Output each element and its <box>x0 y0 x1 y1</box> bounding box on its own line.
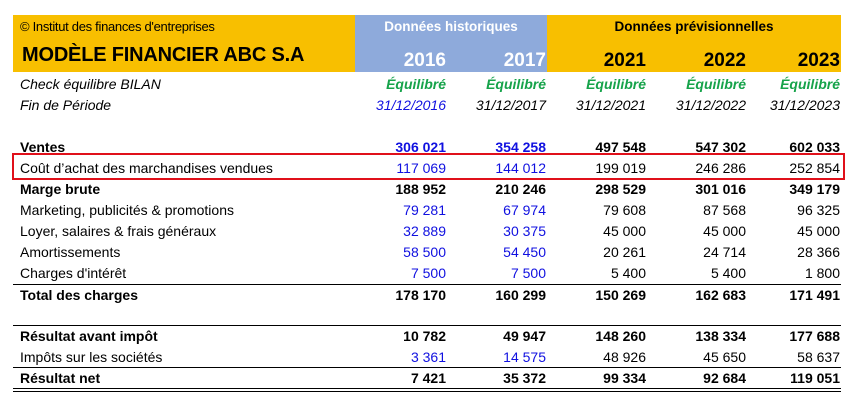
cell[interactable]: 31/12/2016 <box>375 97 446 113</box>
row-label: Résultat avant impôt <box>20 328 158 344</box>
cell[interactable]: 49 947 <box>503 328 546 344</box>
cell[interactable]: 45 000 <box>797 223 840 239</box>
cell[interactable]: 28 366 <box>797 244 840 260</box>
row-label: Amortissements <box>20 244 121 260</box>
model-title: MODÈLE FINANCIER ABC S.A <box>22 44 305 66</box>
cell[interactable]: 67 974 <box>503 202 546 218</box>
cell[interactable]: 7 500 <box>410 265 446 281</box>
table-row-marge-brute <box>13 179 841 200</box>
row-label: Check équilibre BILAN <box>20 76 161 92</box>
cell[interactable]: Équilibré <box>686 76 746 92</box>
cell[interactable]: 35 372 <box>503 370 546 386</box>
highlight-box <box>12 153 845 180</box>
cell[interactable]: 138 334 <box>695 328 746 344</box>
cell[interactable]: 5 400 <box>710 265 746 281</box>
double-underline-bottom <box>13 391 841 392</box>
cell[interactable]: 119 051 <box>790 370 840 386</box>
cell[interactable]: 79 608 <box>603 202 646 218</box>
cell[interactable]: 306 021 <box>395 139 446 155</box>
cell[interactable]: 246 286 <box>695 160 746 176</box>
row-label: Résultat net <box>20 370 101 386</box>
row-label: Total des charges <box>20 287 139 303</box>
cell[interactable]: Équilibré <box>780 76 840 92</box>
cell[interactable]: 497 548 <box>595 139 646 155</box>
year-header-2022: 2022 <box>703 50 746 71</box>
cell[interactable]: 3 361 <box>410 349 446 365</box>
cell[interactable]: 31/12/2023 <box>769 97 840 113</box>
forecast-group-header: Données prévisionnelles <box>614 19 774 34</box>
row-label: Charges d'intérêt <box>20 265 127 281</box>
year-header-2016: 2016 <box>403 50 446 71</box>
cell[interactable]: 210 246 <box>495 181 546 197</box>
cell[interactable]: 5 400 <box>610 265 646 281</box>
cell[interactable]: 7 421 <box>410 370 446 386</box>
row-label: Marge brute <box>20 181 101 197</box>
cell[interactable]: 162 683 <box>695 287 746 303</box>
year-header-2023: 2023 <box>797 50 840 71</box>
cell[interactable]: 150 269 <box>595 287 646 303</box>
period-end-row <box>13 95 841 116</box>
row-label: Impôts sur les sociétés <box>20 349 163 365</box>
cell[interactable]: 117 069 <box>396 160 446 176</box>
cell[interactable]: 31/12/2022 <box>675 97 746 113</box>
cell[interactable]: Équilibré <box>486 76 546 92</box>
row-label: Fin de Période <box>20 97 112 113</box>
cell[interactable]: 354 258 <box>495 139 546 155</box>
cell[interactable]: Équilibré <box>386 76 446 92</box>
row-label: Marketing, publicités & promotions <box>20 202 234 218</box>
cell[interactable]: 298 529 <box>595 181 646 197</box>
table-row-total-charges <box>13 285 841 306</box>
cell[interactable]: 160 299 <box>495 287 546 303</box>
cell[interactable]: 171 491 <box>789 287 840 303</box>
cell[interactable]: 58 500 <box>403 244 446 260</box>
cell[interactable]: 58 637 <box>797 349 840 365</box>
cell[interactable]: 31/12/2021 <box>575 97 646 113</box>
table-row-marketing <box>13 200 841 221</box>
cell[interactable]: 148 260 <box>595 328 646 344</box>
cell[interactable]: 48 926 <box>603 349 646 365</box>
table-row-impots <box>13 347 841 368</box>
table-row-resultat-avant-impot <box>13 326 841 347</box>
cell[interactable]: 252 854 <box>789 160 840 176</box>
cell[interactable]: 31/12/2017 <box>475 97 546 113</box>
cell[interactable]: 199 019 <box>595 160 646 176</box>
cell[interactable]: 602 033 <box>789 139 840 155</box>
cell[interactable]: 20 261 <box>603 244 646 260</box>
cell[interactable]: 54 450 <box>503 244 546 260</box>
row-label: Coût d’achat des marchandises vendues <box>20 160 273 176</box>
cell[interactable]: 92 684 <box>703 370 746 386</box>
cell[interactable]: 45 000 <box>703 223 746 239</box>
cell[interactable]: 99 334 <box>603 370 646 386</box>
year-header-2021: 2021 <box>603 50 646 71</box>
cell[interactable]: 547 302 <box>695 139 746 155</box>
cell[interactable]: 24 714 <box>703 244 746 260</box>
cell[interactable]: 87 568 <box>703 202 746 218</box>
cell[interactable]: 30 375 <box>503 223 546 239</box>
cell[interactable]: 177 688 <box>789 328 840 344</box>
cell[interactable]: 10 782 <box>403 328 446 344</box>
check-balance-row <box>13 74 841 95</box>
cell[interactable]: 349 179 <box>789 181 840 197</box>
double-underline-top <box>13 388 841 389</box>
cell[interactable]: 144 012 <box>495 160 546 176</box>
copyright-text: © Institut des finances d'entreprises <box>20 19 215 34</box>
table-row-resultat-net <box>13 368 841 389</box>
historical-group-header: Données historiques <box>384 19 518 34</box>
row-label: Loyer, salaires & frais généraux <box>20 223 217 239</box>
cell[interactable]: 79 281 <box>403 202 446 218</box>
cell[interactable]: 45 000 <box>603 223 646 239</box>
cell[interactable]: 45 650 <box>703 349 746 365</box>
cell[interactable]: 14 575 <box>503 349 546 365</box>
cell[interactable]: 96 325 <box>797 202 840 218</box>
cell[interactable]: 1 800 <box>804 265 840 281</box>
table-row-loyer <box>13 221 841 242</box>
cell[interactable]: 301 016 <box>695 181 746 197</box>
cell[interactable]: 178 170 <box>395 287 446 303</box>
cell[interactable]: 188 952 <box>395 181 446 197</box>
table-row-interets <box>13 263 841 284</box>
cell[interactable]: 7 500 <box>510 265 546 281</box>
table-row-amortissements <box>13 242 841 263</box>
cell[interactable]: Équilibré <box>586 76 646 92</box>
row-label: Ventes <box>20 139 66 155</box>
cell[interactable]: 32 889 <box>403 223 446 239</box>
year-header-2017: 2017 <box>503 50 546 71</box>
